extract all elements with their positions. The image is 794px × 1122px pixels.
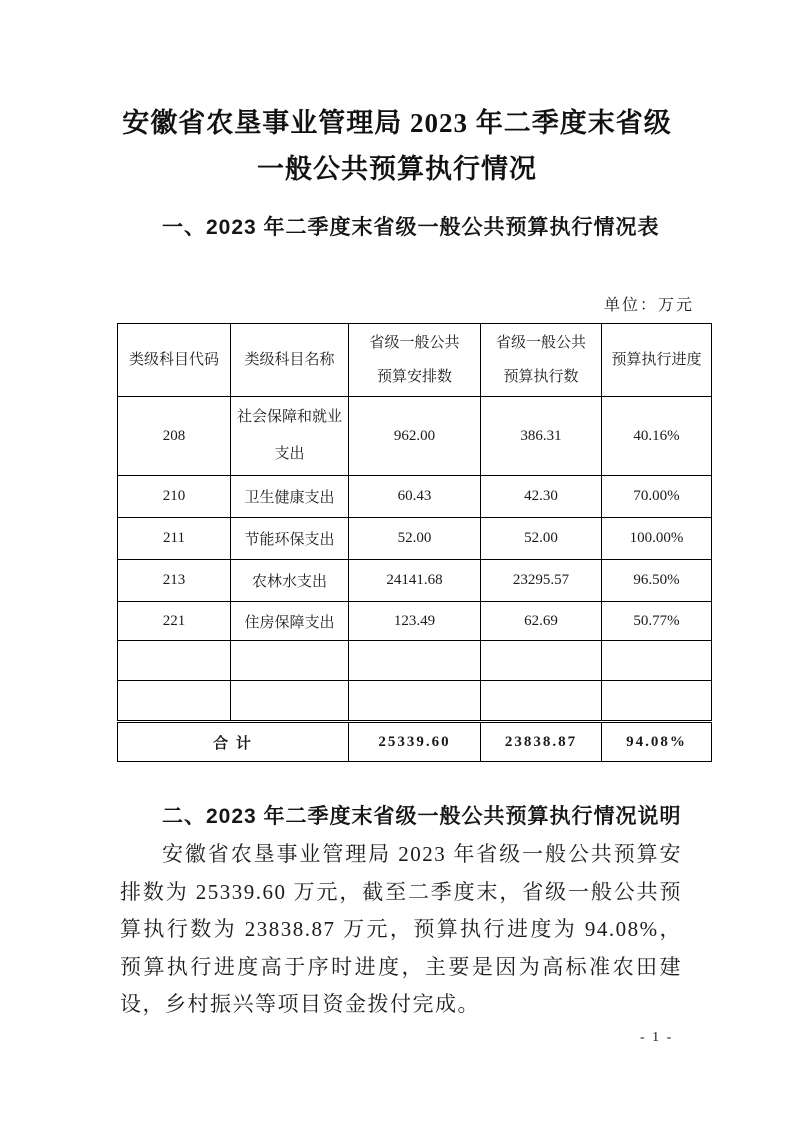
empty-row xyxy=(118,641,712,681)
section2-heading: 二、2023 年二季度末省级一般公共预算执行情况说明 xyxy=(162,805,682,828)
cell-name: 卫生健康支出 xyxy=(231,476,349,518)
cell-progress: 40.16% xyxy=(602,397,712,476)
cell-arranged xyxy=(349,641,481,681)
cell-code: 221 xyxy=(118,602,231,641)
cell-code: 211 xyxy=(118,518,231,560)
header-cell-arranged xyxy=(349,324,481,397)
header-cell-code xyxy=(118,324,231,397)
narrative-paragraph: 安徽省农垦事业管理局 2023 年省级一般公共预算安排数为 25339.60 万元，截至二季度末，省级一般公共预算执行数为 23838.87 万元，预算执行进度为 94.08%，预算执行进度高于序时进度，主要是因为高标准农田建设，乡村振兴等项目资金拨付完成。 xyxy=(120,842,682,1016)
cell-arranged: 24141.68 xyxy=(349,560,481,602)
header-text: 类级科目代码 xyxy=(128,352,219,368)
cell-executed: 386.31 xyxy=(481,397,602,476)
table-row xyxy=(118,518,712,560)
cell-executed: 42.30 xyxy=(481,476,602,518)
cell-arranged: 60.43 xyxy=(349,476,481,518)
cell-name: 农林水支出 xyxy=(231,560,349,602)
cell-code: 208 xyxy=(118,397,231,476)
table-row xyxy=(118,602,712,641)
cell-arranged: 52.00 xyxy=(349,518,481,560)
section2-block xyxy=(120,798,682,1024)
cell-name xyxy=(231,641,349,681)
cell-name xyxy=(231,681,349,722)
table-row xyxy=(118,560,712,602)
cell-code: 210 xyxy=(118,476,231,518)
cell-name: 住房保障支出 xyxy=(231,602,349,641)
section1-heading: 一、2023 年二季度末省级一般公共预算执行情况表 xyxy=(162,216,660,239)
cell-name: 社会保障和就业支出 xyxy=(231,397,349,476)
table-header-row xyxy=(118,324,712,397)
header-cell-name xyxy=(231,324,349,397)
header-cell-executed xyxy=(481,324,602,397)
cell-code xyxy=(118,681,231,722)
total-progress: 94.08% xyxy=(602,722,712,762)
cell-executed xyxy=(481,641,602,681)
cell-arranged: 962.00 xyxy=(349,397,481,476)
cell-progress xyxy=(602,681,712,722)
cell-name: 节能环保支出 xyxy=(231,518,349,560)
cell-executed: 23295.57 xyxy=(481,560,602,602)
header-text: 预算安排数 xyxy=(376,369,452,385)
header-text: 省级一般公共 xyxy=(495,335,586,351)
table-row xyxy=(118,476,712,518)
title-line-2: 一般公共预算执行情况 xyxy=(257,154,537,184)
header-text: 预算执行进度 xyxy=(611,352,702,368)
cell-code xyxy=(118,641,231,681)
total-row xyxy=(118,722,712,762)
header-text: 省级一般公共 xyxy=(369,335,460,351)
header-text: 预算执行数 xyxy=(503,369,579,385)
page-number: - 1 - xyxy=(640,1030,674,1045)
unit-label: 单位：万元 xyxy=(603,297,694,314)
empty-row xyxy=(118,681,712,722)
header-text: 类级科目名称 xyxy=(244,352,335,368)
cell-progress: 70.00% xyxy=(602,476,712,518)
cell-code: 213 xyxy=(118,560,231,602)
cell-executed: 62.69 xyxy=(481,602,602,641)
header-cell-progress xyxy=(602,324,712,397)
document-title xyxy=(0,100,794,192)
cell-arranged: 123.49 xyxy=(349,602,481,641)
total-arranged: 25339.60 xyxy=(349,722,481,762)
cell-executed xyxy=(481,681,602,722)
cell-progress: 50.77% xyxy=(602,602,712,641)
budget-execution-table xyxy=(117,323,712,762)
title-line-1: 安徽省农垦事业管理局 2023 年二季度末省级 xyxy=(122,108,672,138)
table-row xyxy=(118,397,712,476)
cell-progress: 100.00% xyxy=(602,518,712,560)
cell-progress: 96.50% xyxy=(602,560,712,602)
cell-executed: 52.00 xyxy=(481,518,602,560)
cell-arranged xyxy=(349,681,481,722)
total-label: 合 计 xyxy=(118,722,349,762)
total-executed: 23838.87 xyxy=(481,722,602,762)
cell-progress xyxy=(602,641,712,681)
